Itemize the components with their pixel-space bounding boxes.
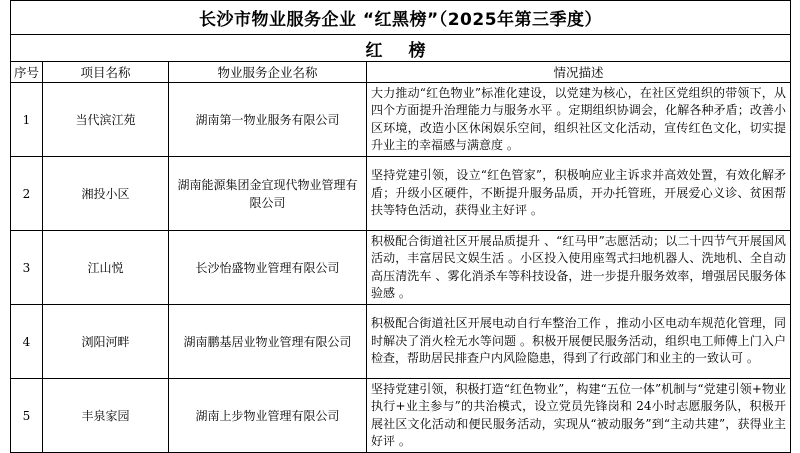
column-header-no: 序号	[11, 62, 43, 83]
table-row	[11, 379, 791, 453]
description: 积极配合街道社区开展电动自行车整治工作 ，推动小区电动车规范化管理，同时解决了消火栓无水等问题 。积极开展便民服务活动，组织电工师傅上门入户检查，帮助居民排查户内风险隐患，得到了行政部门和业主的一致认可 。	[367, 305, 791, 379]
table-row	[11, 305, 791, 379]
table-header-row	[11, 62, 791, 83]
ranking-sheet	[10, 0, 790, 453]
table-row	[11, 83, 791, 157]
row-number: 3	[11, 231, 43, 305]
company-name: 湖南鹏基居业物业管理有限公司	[169, 305, 367, 379]
row-number: 4	[11, 305, 43, 379]
company-name: 长沙怡盛物业管理有限公司	[169, 231, 367, 305]
column-header-company: 物业服务企业名称	[169, 62, 367, 83]
row-number: 2	[11, 157, 43, 231]
company-name: 湖南上步物业管理有限公司	[169, 379, 367, 453]
description: 积极配合街道社区开展品质提升 、“红马甲”志愿活动；以二十四节气开展国风活动，丰富居民文娱生活 。小区投入使用座驾式扫地机器人、洗地机、全自动高压清洗车 、雾化消杀车等科技设备，进一步提升服务效率，增强居民服务体验感 。	[367, 231, 791, 305]
table-row	[11, 157, 791, 231]
table-row	[11, 231, 791, 305]
section-heading: 红 榜	[11, 35, 791, 62]
project-name: 江山悦	[43, 231, 169, 305]
project-name: 浏阳河畔	[43, 305, 169, 379]
company-name: 湖南第一物业服务有限公司	[169, 83, 367, 157]
description: 坚持党建引领，设立“红色管家”，积极响应业主诉求并高效处置，有效化解矛盾；升级小区硬件，不断提升服务品质，开办托管班，开展爱心义诊、贫困帮扶等特色活动，获得业主好评 。	[367, 157, 791, 231]
row-number: 5	[11, 379, 43, 453]
project-name: 当代滨江苑	[43, 83, 169, 157]
company-name: 湖南能源集团金宜现代物业管理有限公司	[169, 157, 367, 231]
description: 坚持党建引领，积极打造“红色物业”，构建“五位一体”机制与“党建引领+物业执行+业主参与”的共治模式，设立党员先锋岗和 24小时志愿服务队，积极开展社区文化活动和便民服务活动，实现从“被动服务”到“主动共建”，获得业主好评 。	[367, 379, 791, 453]
page-title: 长沙市物业服务企业 “红黑榜”（2025年第三季度）	[11, 1, 791, 35]
column-header-desc: 情况描述	[367, 62, 791, 83]
row-number: 1	[11, 83, 43, 157]
project-name: 湘投小区	[43, 157, 169, 231]
description: 大力推动“红色物业”标准化建设，以党建为核心，在社区党组织的带领下，从四个方面提升治理能力与服务水平 。定期组织协调会，化解各种矛盾；改善小区环境，改造小区休闲娱乐空间，组织社区文化活动，宣传红色文化，切实提升业主的幸福感与满意度 。	[367, 83, 791, 157]
project-name: 丰泉家园	[43, 379, 169, 453]
column-header-project: 项目名称	[43, 62, 169, 83]
red-list-table	[10, 0, 791, 453]
